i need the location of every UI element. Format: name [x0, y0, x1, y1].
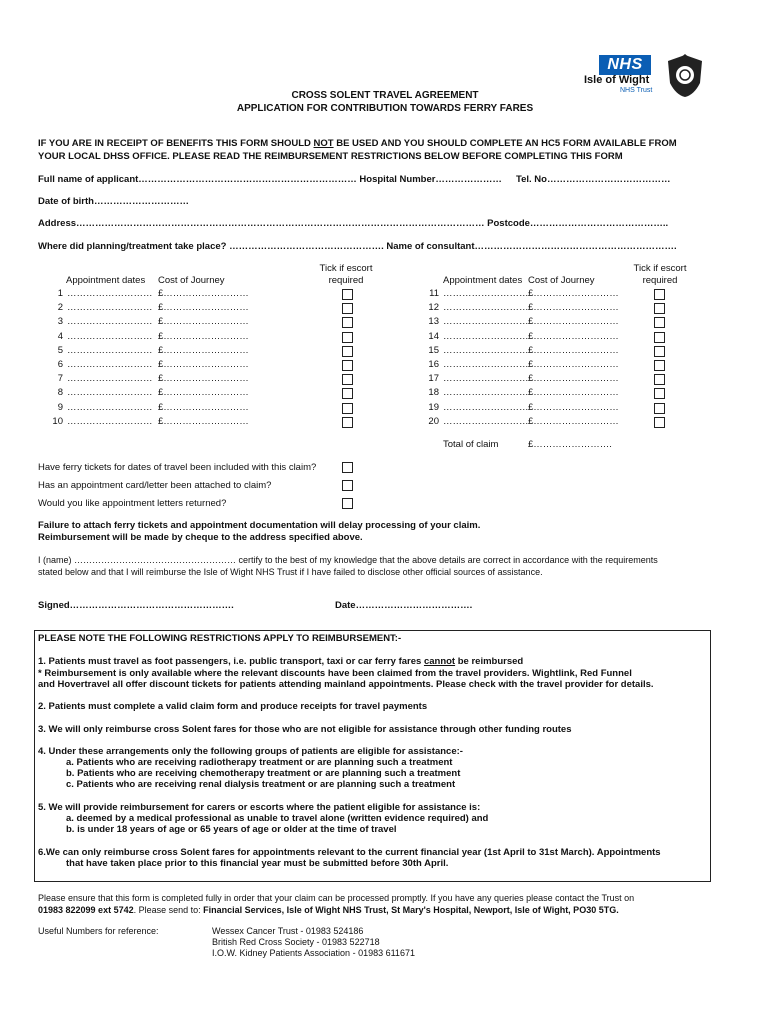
- right-journey-cost-field[interactable]: £………………………: [528, 373, 619, 385]
- planning-field[interactable]: Where did planning/treatment take place? …………………………………………. Name of consultant……………………………………………………….: [38, 241, 677, 252]
- right-journey-cost-field[interactable]: £………………………: [528, 344, 619, 356]
- left-appointment-date-field[interactable]: ………………………: [67, 387, 153, 399]
- right-escort-checkbox[interactable]: [654, 388, 665, 399]
- declaration-line-1: I (name) ……………………………………………… certify to the best of my knowledge that the above details are correct in accordance with the requirements: [38, 555, 658, 565]
- left-escort-checkbox[interactable]: [342, 374, 353, 385]
- right-escort-checkbox[interactable]: [654, 403, 665, 414]
- left-escort-checkbox[interactable]: [342, 346, 353, 357]
- left-journey-cost-field[interactable]: £………………………: [158, 288, 249, 299]
- col-dates-right: Appointment dates: [443, 275, 523, 286]
- left-appointment-date-field[interactable]: ………………………: [67, 330, 153, 342]
- restriction-6-line-2: that have taken place prior to this financial year must be submitted before 30th April.: [66, 858, 449, 869]
- left-journey-cost-field[interactable]: £………………………: [158, 415, 249, 427]
- left-journey-cost-field[interactable]: £………………………: [158, 373, 249, 385]
- useful-number-3: I.O.W. Kidney Patients Association - 01983 611671: [212, 948, 415, 958]
- restriction-5a: a. deemed by a medical professional as unable to travel alone (written evidence required) and: [66, 813, 489, 824]
- org-sub: NHS Trust: [620, 87, 653, 94]
- left-journey-cost-field[interactable]: £………………………: [158, 359, 249, 370]
- right-row-number: 16: [428, 359, 439, 370]
- left-journey-cost-field[interactable]: £………………………: [158, 387, 249, 399]
- right-escort-checkbox[interactable]: [654, 303, 665, 314]
- right-row-number: 12: [428, 302, 439, 314]
- right-escort-checkbox[interactable]: [654, 289, 665, 300]
- right-row-number: 18: [428, 387, 439, 399]
- restriction-1-note-2: and Hovertravel all offer discount tickets for patients attending mainland appointments. Please check with the travel provider for details.: [38, 679, 654, 690]
- footer-address: Financial Services, Isle of Wight NHS Trust, St Mary's Hospital, Newport, Isle of Wight, PO30 5TG.: [203, 905, 619, 915]
- right-row-number: 15: [428, 344, 439, 356]
- restriction-5: 5. We will provide reimbursement for carers or escorts where the patient eligible for assistance is:: [38, 802, 481, 813]
- total-label: Total of claim: [443, 439, 499, 450]
- left-appointment-date-field[interactable]: ………………………: [67, 359, 153, 370]
- right-escort-checkbox[interactable]: [654, 360, 665, 371]
- right-appointment-date-field[interactable]: ………………………: [443, 316, 529, 328]
- restriction-6-line-1: 6.We can only reimburse cross Solent fares for appointments relevant to the current financial year (1st April to 31st March). Appointments: [38, 847, 661, 858]
- left-journey-cost-field[interactable]: £………………………: [158, 316, 249, 328]
- right-appointment-date-field[interactable]: ………………………: [443, 373, 529, 385]
- restriction-3: 3. We will only reimburse cross Solent fares for those who are not eligible for assistance through other funding routes: [38, 724, 572, 735]
- tickets-checkbox[interactable]: [342, 462, 353, 473]
- restrictions-heading: PLEASE NOTE THE FOLLOWING RESTRICTIONS APPLY TO REIMBURSEMENT:-: [38, 633, 402, 644]
- col-escort-left-1: Tick if escort: [319, 263, 373, 274]
- left-appointment-date-field[interactable]: ………………………: [67, 401, 153, 413]
- left-escort-checkbox[interactable]: [342, 332, 353, 343]
- question-appointment-card: Has an appointment card/letter been attached to claim?: [38, 480, 272, 491]
- right-row-number: 11: [429, 288, 439, 299]
- right-row-number: 17: [428, 373, 439, 385]
- org-name: Isle of Wight: [584, 74, 650, 86]
- notice-line-2: Reimbursement will be made by cheque to the address specified above.: [38, 532, 363, 543]
- col-escort-right-2: required: [642, 275, 678, 286]
- restriction-2: 2. Patients must complete a valid claim form and produce receipts for travel payments: [38, 701, 428, 712]
- right-journey-cost-field[interactable]: £………………………: [528, 288, 619, 299]
- useful-numbers-label: Useful Numbers for reference:: [38, 926, 159, 936]
- right-row-number: 20: [428, 415, 439, 427]
- useful-number-1: Wessex Cancer Trust - 01983 524186: [212, 926, 364, 936]
- left-journey-cost-field[interactable]: £………………………: [158, 330, 249, 342]
- left-appointment-date-field[interactable]: ………………………: [67, 415, 153, 427]
- declaration-line-2: stated below and that I will reimburse the Isle of Wight NHS Trust if I have failed to disclose other official sources of assistance.: [38, 567, 543, 577]
- left-row-number: 7: [57, 373, 63, 385]
- left-row-number: 2: [57, 302, 63, 314]
- nhs-logo: NHS: [599, 55, 651, 75]
- title-line-1: CROSS SOLENT TRAVEL AGREEMENT: [291, 90, 479, 101]
- left-journey-cost-field[interactable]: £………………………: [158, 302, 249, 314]
- left-row-number: 9: [57, 401, 63, 413]
- left-escort-checkbox[interactable]: [342, 388, 353, 399]
- left-appointment-date-field[interactable]: ………………………: [67, 288, 153, 299]
- right-escort-checkbox[interactable]: [654, 317, 665, 328]
- question-return-letters: Would you like appointment letters returned?: [38, 498, 227, 509]
- left-escort-checkbox[interactable]: [342, 417, 353, 428]
- left-row-number: 5: [57, 344, 63, 356]
- left-appointment-date-field[interactable]: ………………………: [67, 302, 153, 314]
- right-appointment-date-field[interactable]: ………………………: [443, 401, 529, 413]
- col-escort-left-2: required: [328, 275, 364, 286]
- left-escort-checkbox[interactable]: [342, 303, 353, 314]
- left-row-number: 10: [52, 415, 63, 427]
- left-appointment-date-field[interactable]: ………………………: [67, 344, 153, 356]
- right-escort-checkbox[interactable]: [654, 417, 665, 428]
- right-row-number: 13: [428, 316, 439, 328]
- left-row-number: 8: [57, 387, 63, 399]
- footer-line-1: Please ensure that this form is completed fully in order that your claim can be processed promptly. If you have any queries please contact the Trust on: [38, 893, 635, 903]
- address-field[interactable]: Address………………………………………………………………………………………………………………… Postcode……………………………………..: [38, 218, 669, 229]
- right-journey-cost-field[interactable]: £………………………: [528, 401, 619, 413]
- date-field[interactable]: Date……………………………….: [335, 600, 473, 611]
- left-escort-checkbox[interactable]: [342, 289, 353, 300]
- right-appointment-date-field[interactable]: ………………………: [443, 415, 529, 427]
- left-row-number: 6: [57, 359, 63, 370]
- right-escort-checkbox[interactable]: [654, 332, 665, 343]
- footer-phone: 01983 822099 ext 5742: [38, 905, 134, 915]
- left-journey-cost-field[interactable]: £………………………: [158, 401, 249, 413]
- col-escort-right-1: Tick if escort: [633, 263, 687, 274]
- right-appointment-date-field[interactable]: ………………………: [443, 359, 529, 370]
- full-name-field[interactable]: Full name of applicant…………………………………………………………… Hospital Number…………………: [38, 174, 502, 185]
- left-escort-checkbox[interactable]: [342, 360, 353, 371]
- left-row-number: 1: [57, 288, 63, 299]
- return-letters-checkbox[interactable]: [342, 498, 353, 509]
- warning-line-2: YOUR LOCAL DHSS OFFICE. PLEASE READ THE REIMBURSEMENT RESTRICTIONS BELOW BEFORE COMPLETING THIS FORM: [38, 151, 623, 162]
- right-row-number: 14: [428, 330, 439, 342]
- right-journey-cost-field[interactable]: £………………………: [528, 415, 619, 427]
- right-appointment-date-field[interactable]: ………………………: [443, 387, 529, 399]
- right-appointment-date-field[interactable]: ………………………: [443, 344, 529, 356]
- right-escort-checkbox[interactable]: [654, 374, 665, 385]
- restriction-4c: c. Patients who are receiving renal dialysis treatment or are planning such a treatment: [66, 779, 456, 790]
- dob-field[interactable]: Date of birth…………………………: [38, 196, 189, 207]
- total-value[interactable]: £…………………….: [528, 439, 612, 450]
- notice-line-1: Failure to attach ferry tickets and appointment documentation will delay processing of your claim.: [38, 520, 481, 531]
- right-row-number: 19: [428, 401, 439, 413]
- col-cost-right: Cost of Journey: [528, 275, 595, 286]
- left-escort-checkbox[interactable]: [342, 317, 353, 328]
- right-journey-cost-field[interactable]: £………………………: [528, 330, 619, 342]
- restriction-4b: b. Patients who are receiving chemotherapy treatment or are planning such a treatment: [66, 768, 461, 779]
- tel-field[interactable]: Tel. No…………………………………: [516, 174, 671, 185]
- footer-line-2: 01983 822099 ext 5742. Please send to: Financial Services, Isle of Wight NHS Trust, St Mary's Hospital, Newport, Isle of Wight, PO30 5TG.: [38, 905, 619, 915]
- right-appointment-date-field[interactable]: ………………………: [443, 288, 529, 299]
- signed-field[interactable]: Signed…………………………………………….: [38, 600, 234, 611]
- left-journey-cost-field[interactable]: £………………………: [158, 344, 249, 356]
- restriction-5b: b. is under 18 years of age or 65 years of age or older at the time of travel: [66, 824, 397, 835]
- warning-line-1: IF YOU ARE IN RECEIPT OF BENEFITS THIS FORM SHOULD NOT BE USED AND YOU SHOULD COMPLETE AN HC5 FORM AVAILABLE FROM: [38, 138, 677, 149]
- question-tickets: Have ferry tickets for dates of travel been included with this claim?: [38, 462, 317, 473]
- restriction-4a: a. Patients who are receiving radiotherapy treatment or are planning such a treatment: [66, 757, 453, 768]
- appointment-card-checkbox[interactable]: [342, 480, 353, 491]
- left-escort-checkbox[interactable]: [342, 403, 353, 414]
- right-journey-cost-field[interactable]: £………………………: [528, 387, 619, 399]
- restriction-1: 1. Patients must travel as foot passengers, i.e. public transport, taxi or car ferry fares cannot be reimbursed: [38, 656, 524, 667]
- right-escort-checkbox[interactable]: [654, 346, 665, 357]
- left-appointment-date-field[interactable]: ………………………: [67, 316, 153, 328]
- right-journey-cost-field[interactable]: £………………………: [528, 302, 619, 314]
- restriction-4: 4. Under these arrangements only the following groups of patients are eligible for assistance:-: [38, 746, 463, 757]
- col-cost-left: Cost of Journey: [158, 275, 225, 286]
- left-row-number: 3: [57, 316, 63, 328]
- right-appointment-date-field[interactable]: ………………………: [443, 302, 529, 314]
- right-journey-cost-field[interactable]: £………………………: [528, 316, 619, 328]
- right-appointment-date-field[interactable]: ………………………: [443, 330, 529, 342]
- left-row-number: 4: [57, 330, 63, 342]
- restriction-1-note-1: * Reimbursement is only available where the relevant discounts have been claimed from the travel providers. Wightlink, Red Funnel: [38, 668, 632, 679]
- right-journey-cost-field[interactable]: £………………………: [528, 359, 619, 370]
- title-line-2: APPLICATION FOR CONTRIBUTION TOWARDS FERRY FARES: [236, 103, 534, 114]
- useful-number-2: British Red Cross Society - 01983 522718: [212, 937, 380, 947]
- left-appointment-date-field[interactable]: ………………………: [67, 373, 153, 385]
- col-dates-left: Appointment dates: [66, 275, 146, 286]
